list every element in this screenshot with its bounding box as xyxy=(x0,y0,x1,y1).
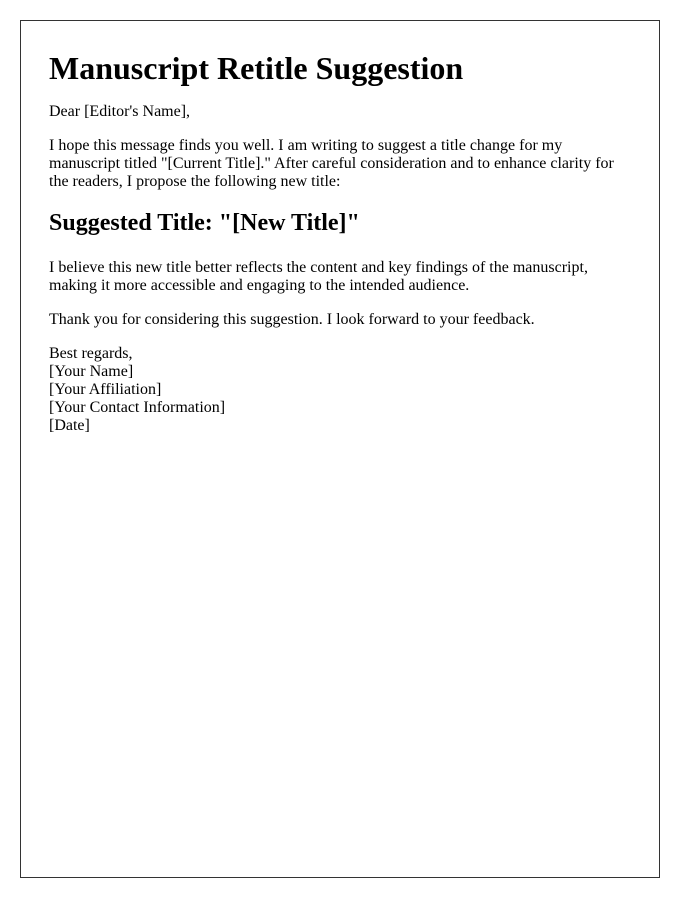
thanks-paragraph: Thank you for considering this suggestion. I look forward to your feedback. xyxy=(49,311,535,328)
letter-page xyxy=(20,20,660,878)
suggested-title-heading: Suggested Title: "[New Title]" xyxy=(49,210,360,236)
intro-paragraph: I hope this message finds you well. I am writing to suggest a title change for my manuscript titled "[Current Title]." After careful consideration and to enhance clarity for the readers, I propose the following new title: xyxy=(49,137,614,190)
rationale-paragraph: I believe this new title better reflects the content and key findings of the manuscript, making it more accessible and engaging to the intended audience. xyxy=(49,259,588,294)
signature-date: [Date] xyxy=(49,417,90,434)
signature-affiliation: [Your Affiliation] xyxy=(49,381,162,398)
salutation: Dear [Editor's Name], xyxy=(49,103,191,120)
signature-name: [Your Name] xyxy=(49,363,134,380)
signature-contact: [Your Contact Information] xyxy=(49,399,226,416)
letter-title: Manuscript Retitle Suggestion xyxy=(49,50,464,86)
closing-line: Best regards, xyxy=(49,345,133,362)
signature-block xyxy=(49,345,631,435)
